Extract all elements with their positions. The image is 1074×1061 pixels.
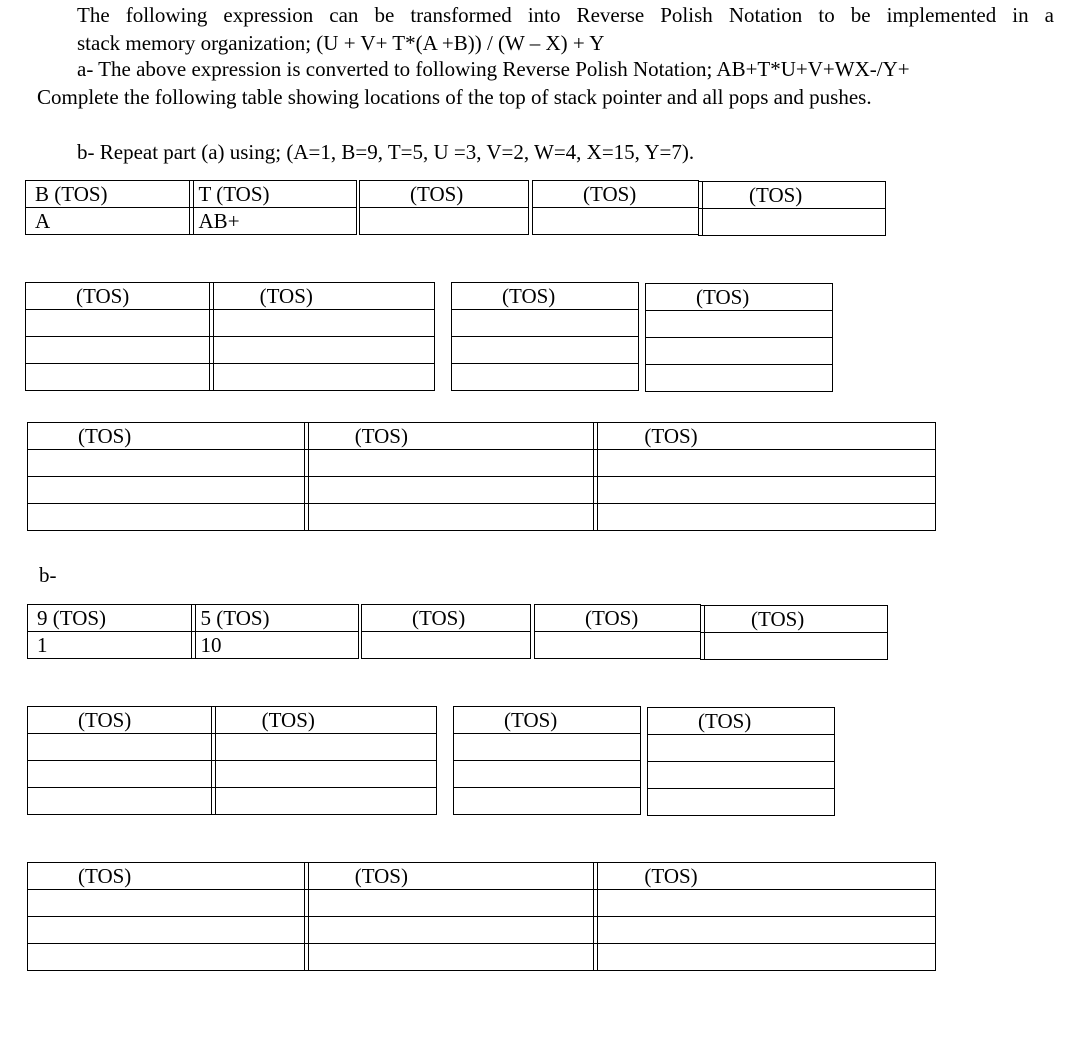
stack-cell: 9 (TOS) <box>28 605 192 632</box>
tos-header: (TOS) <box>452 283 639 310</box>
stack-a-step-10-12 <box>27 422 936 531</box>
stack-cell: 1 <box>28 632 192 659</box>
stack-b-step-6-7 <box>27 706 437 815</box>
stack-cell: A <box>26 208 190 235</box>
stack-cell <box>533 208 699 235</box>
stack-cell <box>304 477 594 504</box>
stack-cell <box>648 762 835 789</box>
stack-cell <box>648 789 835 816</box>
part-b-label: b- <box>39 563 57 587</box>
instruction-text: Complete the following table showing locations of the top of stack pointer and all pops and pushes. <box>37 85 872 109</box>
intro-line-1: The following expression can be transformed into Reverse Polish Notation to be implemented in a <box>77 3 1054 27</box>
tos-header: (TOS) <box>648 708 835 735</box>
stack-cell <box>362 632 531 659</box>
stack-b-step-5 <box>700 605 888 660</box>
stack-cell <box>304 890 594 917</box>
stack-a-step-8 <box>451 282 639 391</box>
tos-header: (TOS) <box>533 181 699 208</box>
stack-cell <box>304 917 594 944</box>
intro-line-2-expression: stack memory organization; (U + V+ T*(A +B)) / (W – X) + Y <box>77 31 605 55</box>
stack-cell <box>454 761 641 788</box>
stack-cell <box>28 944 305 971</box>
stack-cell: 5 (TOS) <box>191 605 359 632</box>
stack-b-step-3 <box>361 604 531 659</box>
stack-cell <box>209 364 434 391</box>
stack-cell <box>646 365 833 392</box>
stack-cell <box>646 338 833 365</box>
tos-header: (TOS) <box>28 423 305 450</box>
stack-cell <box>594 477 936 504</box>
tos-header: (TOS) <box>535 605 701 632</box>
stack-b-step-8 <box>453 706 641 815</box>
tos-header: (TOS) <box>454 707 641 734</box>
stack-cell <box>28 761 212 788</box>
tos-header: (TOS) <box>699 182 886 209</box>
stack-cell <box>28 477 305 504</box>
stack-b-step-9 <box>647 707 835 816</box>
part-b-text: b- Repeat part (a) using; (A=1, B=9, T=5, U =3, V=2, W=4, X=15, Y=7). <box>77 140 695 164</box>
stack-cell <box>304 450 594 477</box>
stack-cell <box>535 632 701 659</box>
stack-cell <box>28 788 212 815</box>
stack-cell <box>452 364 639 391</box>
stack-b-step-1-2 <box>27 604 359 659</box>
stack-a-step-3 <box>359 180 529 235</box>
tos-header: (TOS) <box>209 283 434 310</box>
stack-cell <box>646 311 833 338</box>
tos-header: (TOS) <box>28 863 305 890</box>
stack-cell <box>28 734 212 761</box>
tos-header: (TOS) <box>304 863 594 890</box>
stack-cell <box>304 504 594 531</box>
stack-cell <box>209 337 434 364</box>
tos-header: (TOS) <box>26 283 210 310</box>
stack-a-step-5 <box>698 181 886 236</box>
stack-cell <box>594 944 936 971</box>
stack-cell <box>648 735 835 762</box>
stack-b-step-4 <box>534 604 701 659</box>
tos-header: (TOS) <box>304 423 594 450</box>
stack-b-step-10-12 <box>27 862 936 971</box>
stack-cell <box>28 917 305 944</box>
stack-cell <box>26 364 210 391</box>
stack-cell <box>594 890 936 917</box>
part-a-text: a- The above expression is converted to following Reverse Polish Notation; AB+T*U+V+WX-/Y+ <box>77 57 910 81</box>
stack-cell <box>699 209 886 236</box>
stack-cell <box>26 337 210 364</box>
stack-cell <box>701 633 888 660</box>
stack-cell <box>209 310 434 337</box>
stack-a-step-1-2 <box>25 180 357 235</box>
stack-a-step-4 <box>532 180 699 235</box>
tos-header: (TOS) <box>594 863 936 890</box>
stack-cell <box>452 337 639 364</box>
stack-cell <box>26 310 210 337</box>
stack-cell: T (TOS) <box>189 181 356 208</box>
stack-cell <box>211 761 436 788</box>
stack-cell <box>594 504 936 531</box>
tos-header: (TOS) <box>211 707 436 734</box>
stack-cell <box>454 734 641 761</box>
stack-cell <box>211 788 436 815</box>
stack-cell <box>211 734 436 761</box>
stack-cell <box>360 208 529 235</box>
stack-cell <box>594 450 936 477</box>
stack-cell <box>28 890 305 917</box>
tos-header: (TOS) <box>28 707 212 734</box>
tos-header: (TOS) <box>701 606 888 633</box>
stack-cell <box>304 944 594 971</box>
stack-cell <box>28 450 305 477</box>
stack-cell: 10 <box>191 632 359 659</box>
stack-cell: AB+ <box>189 208 356 235</box>
tos-header: (TOS) <box>362 605 531 632</box>
stack-cell <box>452 310 639 337</box>
tos-header: (TOS) <box>646 284 833 311</box>
stack-a-step-9 <box>645 283 833 392</box>
stack-cell <box>28 504 305 531</box>
stack-a-step-6-7 <box>25 282 435 391</box>
tos-header: (TOS) <box>360 181 529 208</box>
stack-cell <box>454 788 641 815</box>
stack-cell: B (TOS) <box>26 181 190 208</box>
tos-header: (TOS) <box>594 423 936 450</box>
stack-cell <box>594 917 936 944</box>
